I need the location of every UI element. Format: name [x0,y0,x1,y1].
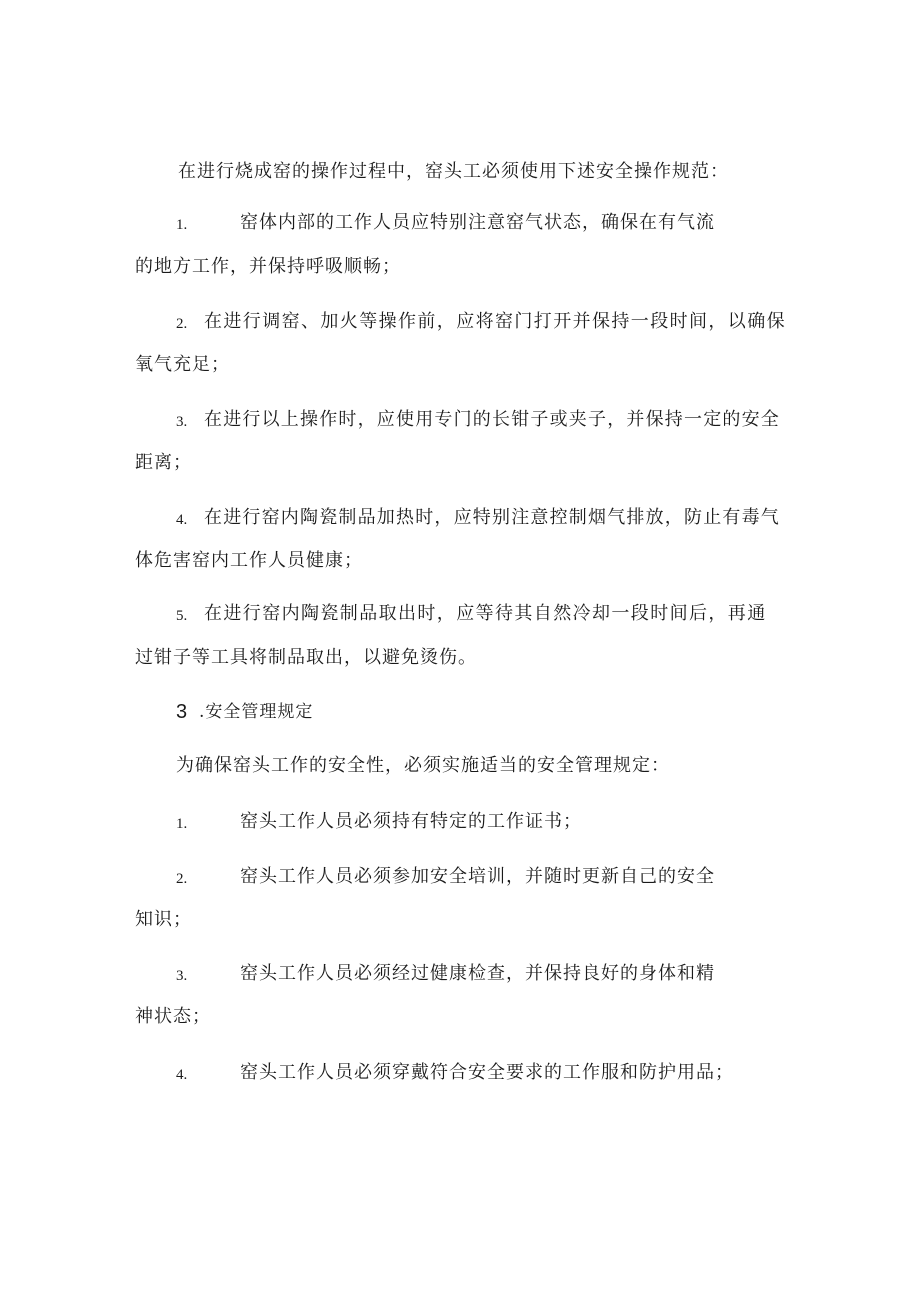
mgmt-item-2-line2: 知识； [135,909,192,930]
mgmt-item-1-number: 1. [176,816,188,832]
ops-item-2-line1: 在进行调窑、加火等操作前，应将窑门打开并保持一段时间，以确保 [204,311,786,332]
mgmt-item-3-line1: 窑头工作人员必须经过健康检查，并保持良好的身体和精 [240,963,715,984]
mgmt-item-4-number: 4. [176,1067,188,1083]
ops-item-5-line1: 在进行窑内陶瓷制品取出时，应等待其自然冷却一段时间后，再通 [204,603,767,624]
ops-item-1-number: 1. [176,217,188,233]
mgmt-item-2-number: 2. [176,871,188,887]
ops-item-1-line2: 的地方工作，并保持呼吸顺畅； [135,256,401,277]
ops-item-2-line2: 氧气充足； [135,354,230,375]
ops-item-3-number: 3. [176,414,188,430]
ops-item-3-line2: 距离； [135,452,192,473]
mgmt-item-3-number: 3. [176,968,188,984]
intro-text: 在进行烧成窑的操作过程中，窑头工必须使用下述安全操作规范： [178,161,729,182]
mgmt-item-1-line1: 窑头工作人员必须持有特定的工作证书； [240,811,582,832]
mgmt-intro-text: 为确保窑头工作的安全性，必须实施适当的安全管理规定： [176,755,670,776]
section-number: 3 [176,701,188,723]
ops-item-1-line1: 窑体内部的工作人员应特别注意窑气状态，确保在有气流 [240,212,715,233]
ops-item-4-number: 4. [176,512,188,528]
ops-item-4-line1: 在进行窑内陶瓷制品加热时，应特别注意控制烟气排放，防止有毒气 [204,507,780,528]
ops-item-3-line1: 在进行以上操作时，应使用专门的长钳子或夹子，并保持一定的安全 [204,409,780,430]
mgmt-item-3-line2: 神状态； [135,1006,211,1027]
ops-item-2-number: 2. [176,316,188,332]
ops-item-5-number: 5. [176,608,188,624]
ops-item-5-line2: 过钳子等工具将制品取出，以避免烫伤。 [135,647,477,668]
mgmt-item-4-line1: 窑头工作人员必须穿戴符合安全要求的工作服和防护用品； [240,1062,734,1083]
ops-item-4-line2: 体危害窑内工作人员健康； [135,550,363,571]
mgmt-item-2-line1: 窑头工作人员必须参加安全培训，并随时更新自己的安全 [240,866,715,887]
section-title: .安全管理规定 [199,702,314,722]
